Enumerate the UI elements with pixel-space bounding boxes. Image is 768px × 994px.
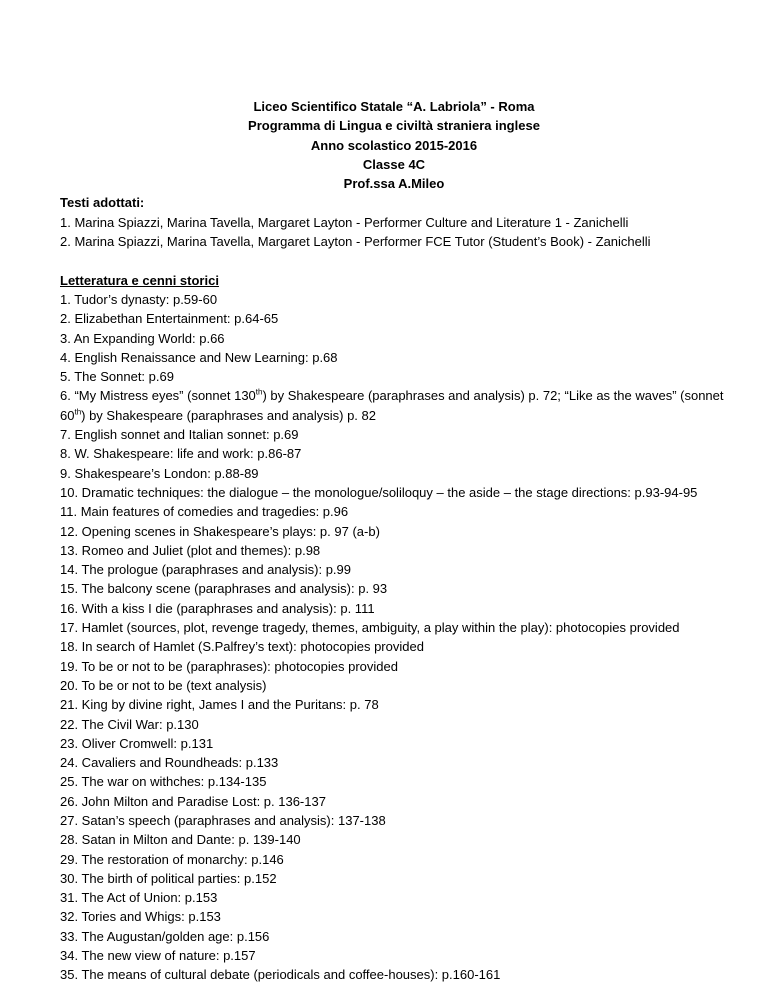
list-item: 9. Shakespeare’s London: p.88-89 xyxy=(60,465,259,481)
list-item: 1. Tudor’s dynasty: p.59-60 xyxy=(60,291,218,307)
list-item xyxy=(60,386,728,425)
list-item: 17. Hamlet (sources, plot, revenge tragedy, themes, ambiguity, a play within the play): photocopies provided xyxy=(60,620,680,636)
list-item: 27. Satan’s speech (paraphrases and analysis): 137-138 xyxy=(60,812,386,828)
item-text: ) by Shakespeare (paraphrases and analysis) p. 82 xyxy=(81,407,376,423)
list-item: 35. The means of cultural debate (periodicals and coffee-houses): p.160-161 xyxy=(60,967,501,983)
list-item: 12. Opening scenes in Shakespeare’s plays: p. 97 (a-b) xyxy=(60,523,380,539)
school-year: Anno scolastico 2015-2016 xyxy=(310,137,478,153)
list-item: 21. King by divine right, James I and the Puritans: p. 78 xyxy=(60,697,379,713)
list-item: 18. In search of Hamlet (S.Palfrey’s text): photocopies provided xyxy=(60,639,424,655)
list-item: 7. English sonnet and Italian sonnet: p.69 xyxy=(60,427,299,443)
list-item: 24. Cavaliers and Roundheads: p.133 xyxy=(60,755,279,771)
list-item: 28. Satan in Milton and Dante: p. 139-140 xyxy=(60,832,301,848)
list-item: 32. Tories and Whigs: p.153 xyxy=(60,909,221,925)
class-name: Classe 4C xyxy=(362,156,426,172)
list-item: 10. Dramatic techniques: the dialogue – the monologue/soliloquy – the aside – the stage directions: p.93-94-95 xyxy=(60,484,698,500)
list-item: 1. Marina Spiazzi, Marina Tavella, Margaret Layton - Performer Culture and Literature 1 - Zanichelli xyxy=(60,214,629,230)
literature-list xyxy=(60,290,728,985)
list-item: 30. The birth of political parties: p.152 xyxy=(60,870,277,886)
teacher-name: Prof.ssa A.Mileo xyxy=(343,176,445,192)
list-item: 3. An Expanding World: p.66 xyxy=(60,330,225,346)
list-item: 16. With a kiss I die (paraphrases and analysis): p. 111 xyxy=(60,600,375,616)
list-item: 23. Oliver Cromwell: p.131 xyxy=(60,735,214,751)
list-item: 2. Elizabethan Entertainment: p.64-65 xyxy=(60,311,279,327)
spacer xyxy=(60,251,728,270)
list-item: 15. The balcony scene (paraphrases and analysis): p. 93 xyxy=(60,581,388,597)
program-title: Programma di Lingua e civiltà straniera inglese xyxy=(248,118,540,134)
list-item: 22. The Civil War: p.130 xyxy=(60,716,199,732)
literature-title: Letteratura e cenni storici xyxy=(60,272,219,288)
list-item: 13. Romeo and Juliet (plot and themes): p.98 xyxy=(60,542,321,558)
list-item: 8. W. Shakespeare: life and work: p.86-87 xyxy=(60,446,302,462)
list-item: 11. Main features of comedies and tragedies: p.96 xyxy=(60,504,349,520)
list-item: 33. The Augustan/golden age: p.156 xyxy=(60,928,270,944)
school-name: Liceo Scientifico Statale “A. Labriola” - Roma xyxy=(253,99,535,114)
texts-title: Testi adottati: xyxy=(60,195,145,211)
item-text: 6. “My Mistress eyes” (sonnet 130 xyxy=(60,388,256,404)
list-item: 14. The prologue (paraphrases and analysis): p.99 xyxy=(60,562,352,578)
document-header xyxy=(60,97,728,193)
list-item: 29. The restoration of monarchy: p.146 xyxy=(60,851,284,867)
item-text: ) by Shakespeare (paraphrases and analysis) p. 72; “Like as the waves” (sonnet 60 xyxy=(60,388,724,423)
ordinal-suffix: th xyxy=(74,407,82,417)
list-item: 4. English Renaissance and New Learning: p.68 xyxy=(60,349,338,365)
list-item: 31. The Act of Union: p.153 xyxy=(60,890,218,906)
ordinal-suffix: th xyxy=(255,388,263,398)
texts-list xyxy=(60,213,728,252)
list-item: 26. John Milton and Paradise Lost: p. 136-137 xyxy=(60,793,326,809)
list-item: 5. The Sonnet: p.69 xyxy=(60,369,174,385)
list-item: 2. Marina Spiazzi, Marina Tavella, Margaret Layton - Performer FCE Tutor (Student’s Book) - Zanichelli xyxy=(60,234,651,250)
list-item: 20. To be or not to be (text analysis) xyxy=(60,677,267,693)
list-item: 25. The war on withches: p.134-135 xyxy=(60,774,267,790)
list-item: 19. To be or not to be (paraphrases): photocopies provided xyxy=(60,658,398,674)
list-item: 34. The new view of nature: p.157 xyxy=(60,948,256,964)
